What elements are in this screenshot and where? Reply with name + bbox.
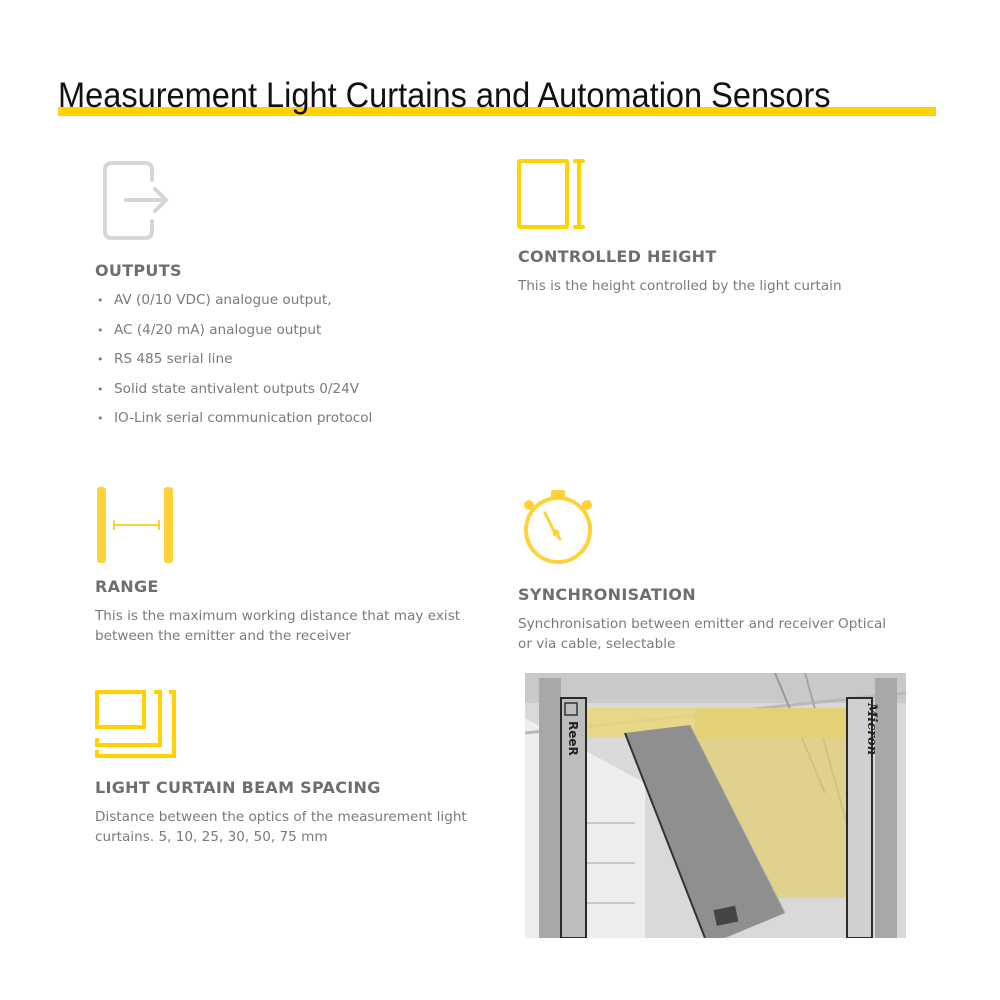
list-item: • RS 485 serial line (95, 345, 475, 375)
exit-arrow-icon (100, 160, 172, 246)
synchronisation-description-1: Synchronisation between emitter and receiver Optical (518, 616, 887, 632)
height-bracket-icon (516, 158, 586, 234)
feature-synchronisation (518, 585, 918, 654)
feature-controlled-height (518, 247, 898, 296)
list-item: • AV (0/10 VDC) analogue output, (95, 286, 475, 316)
controlled-height-heading: CONTROLLED HEIGHT (518, 247, 717, 266)
range-bars-icon (96, 486, 176, 568)
beam-spacing-description-1: Distance between the optics of the measurement light (95, 809, 467, 825)
page-title: Measurement Light Curtains and Automation Sensors (58, 76, 831, 115)
beam-spacing-heading: LIGHT CURTAIN BEAM SPACING (95, 778, 381, 797)
right-brand-label: Micron (864, 703, 879, 756)
outputs-heading: OUTPUTS (95, 261, 182, 280)
outputs-list (95, 286, 475, 434)
range-description-1: This is the maximum working distance that may exist (95, 608, 461, 624)
range-description-2: between the emitter and the receiver (95, 628, 351, 644)
list-item: • IO-Link serial communication protocol (95, 404, 475, 434)
synchronisation-heading: SYNCHRONISATION (518, 585, 696, 604)
stopwatch-icon (520, 486, 600, 570)
beam-spacing-icon (94, 689, 178, 763)
title-block (58, 74, 889, 118)
beam-spacing-description-2: curtains. 5, 10, 25, 30, 50, 75 mm (95, 829, 328, 845)
feature-beam-spacing (95, 778, 495, 847)
range-heading: RANGE (95, 577, 159, 596)
feature-outputs (95, 261, 475, 434)
synchronisation-description-2: or via cable, selectable (518, 636, 676, 652)
feature-range (95, 577, 495, 646)
list-item: • Solid state antivalent outputs 0/24V (95, 375, 475, 405)
left-brand-label: ReeR (566, 721, 580, 756)
list-item: • AC (4/20 mA) analogue output (95, 316, 475, 346)
controlled-height-description: This is the height controlled by the light curtain (518, 278, 842, 294)
light-curtain-photo (525, 673, 906, 938)
